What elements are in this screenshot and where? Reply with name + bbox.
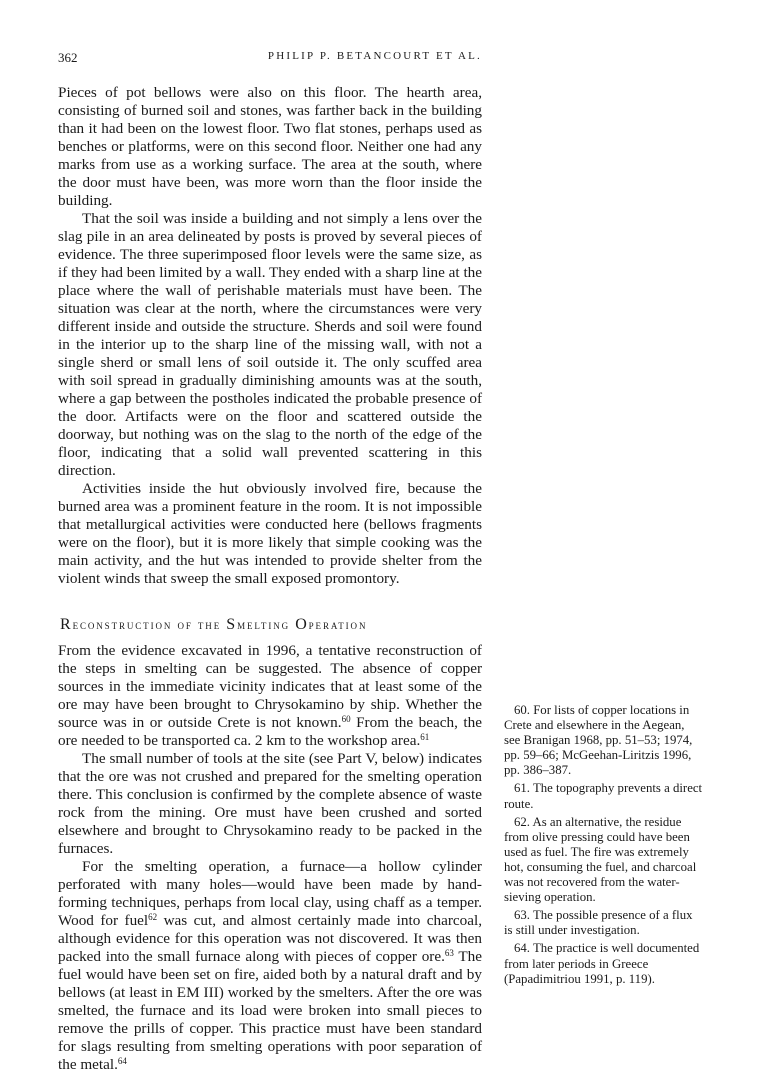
paragraph: For the smelting operation, a furnace—a hollow cylinder perforated with many holes—would have been made by hand-forming techniques, perhaps from local clay, using chaff as a temper. Wood for fuel$^{62}$ was cut, and almost certainly made into charcoal, although evidence for this operation was not discovered. It was then packed into the small furnace along with pieces of copper ore.$^{63}$ The fuel would have been set on fire, aided both by a natural draft and by bellows (at least in EM III) worked by the smelters. After the ore was smelted, the furnace and its load were broken into small pieces to remove the prills of copper. This practice must have been standard for slags resulting from smelting operations with poor separation of the metal.$^{64}$ (58, 858, 483, 1073)
page-number: 362 (58, 50, 78, 65)
paragraph: From the evidence excavated in 1996, a tentative reconstruction of the steps in smelting can be suggested. The absence of copper sources in the immediate vicinity indicates that at least some of the ore may have been brought to Chrysokamino by ship. Whether the source was in or outside Crete is not known.$^{60}$ From the beach, the ore needed to be transported ca. 2 km to the workshop area.$^{61}$ (58, 642, 482, 749)
paragraph: Activities inside the hut obviously involved fire, because the burned area was a prominent feature in the room. It is not impossible that metallurgical activities were conducted here (bellows fragments were on the floor), but it is more likely that simple cooking was the main activity, and the hut was intended to provide shelter from the violent winds that sweep the small exposed promontory. (58, 480, 482, 587)
footnote: 63. The possible presence of a flux is still under investigation. (504, 908, 693, 938)
paragraph: That the soil was inside a building and not simply a lens over the slag pile in an area delineated by posts is proved by several pieces of evidence. The three superimposed floor levels were the same size, as if they had been limited by a wall. They ended with a sharp line at the place where the wall of perishable materials must have been. The situation was clear at the north, where the circumstances were very different inside and outside the structure. Sherds and soil were found in the interior up to the sharp line of the missing wall, with not a single sherd or small lens of soil outside it. The only scuffed area with soil spread in gradually diminishing amounts was at the south, where a gap between the postholes indicated the probable presence of the door. Artifacts were on the floor and scattered outside the doorway, but nothing was on the slag to the north of the edge of the floor, indicating that a solid wall prevented scattering in this direction. (58, 210, 482, 479)
paragraph: The small number of tools at the site (see Part V, below) indicates that the ore was not crushed and prepared for the smelting operation there. This conclusion is confirmed by the complete absence of waste rock from the mining. Ore must have been crushed and sorted elsewhere and brought to Chrysokamino ready to be packed in the furnaces. (58, 750, 482, 857)
footnote: 60. For lists of copper locations in Crete and elsewhere in the Aegean, see Branigan 1968, pp. 51–53; 1974, pp. 59–66; McGeehan-Liritzis 1996, pp. 386–387. (504, 703, 693, 778)
footnote: 64. The practice is well documented from later periods in Greece (Papadimitriou 1991, p. 119). (504, 941, 700, 986)
section-heading: Reconstruction of the Smelting Operation (60, 616, 368, 633)
main-text-column (58, 84, 482, 1074)
footnote-ref[interactable]: 62 (148, 912, 158, 922)
footnote-ref[interactable]: 63 (444, 948, 454, 958)
footnote: 62. As an alternative, the residue from olive pressing could have been used as fuel. The fire was extremely hot, consuming the fuel, and charcoal was not recovered from the water-sieving operation. (504, 814, 697, 905)
footnote-ref[interactable]: 64 (117, 1056, 127, 1066)
running-head: PHILIP P. BETANCOURT ET AL. (267, 50, 482, 62)
paragraph: Pieces of pot bellows were also on this floor. The hearth area, consisting of burned soil and stones, was farther back in the building than it had been on the lowest floor. Two flat stones, perhaps used as benches or platforms, were on this second floor. Neither one had any marks from use as a working surface. The area at the south, where the door must have been, was more worn than the floor inside the building. (58, 84, 482, 209)
footnotes (504, 703, 704, 990)
footnote-ref[interactable]: 61 (420, 732, 430, 742)
footnote: 61. The topography prevents a direct route. (504, 781, 703, 811)
page-header (58, 50, 482, 68)
footnote-ref[interactable]: 60 (341, 714, 351, 724)
